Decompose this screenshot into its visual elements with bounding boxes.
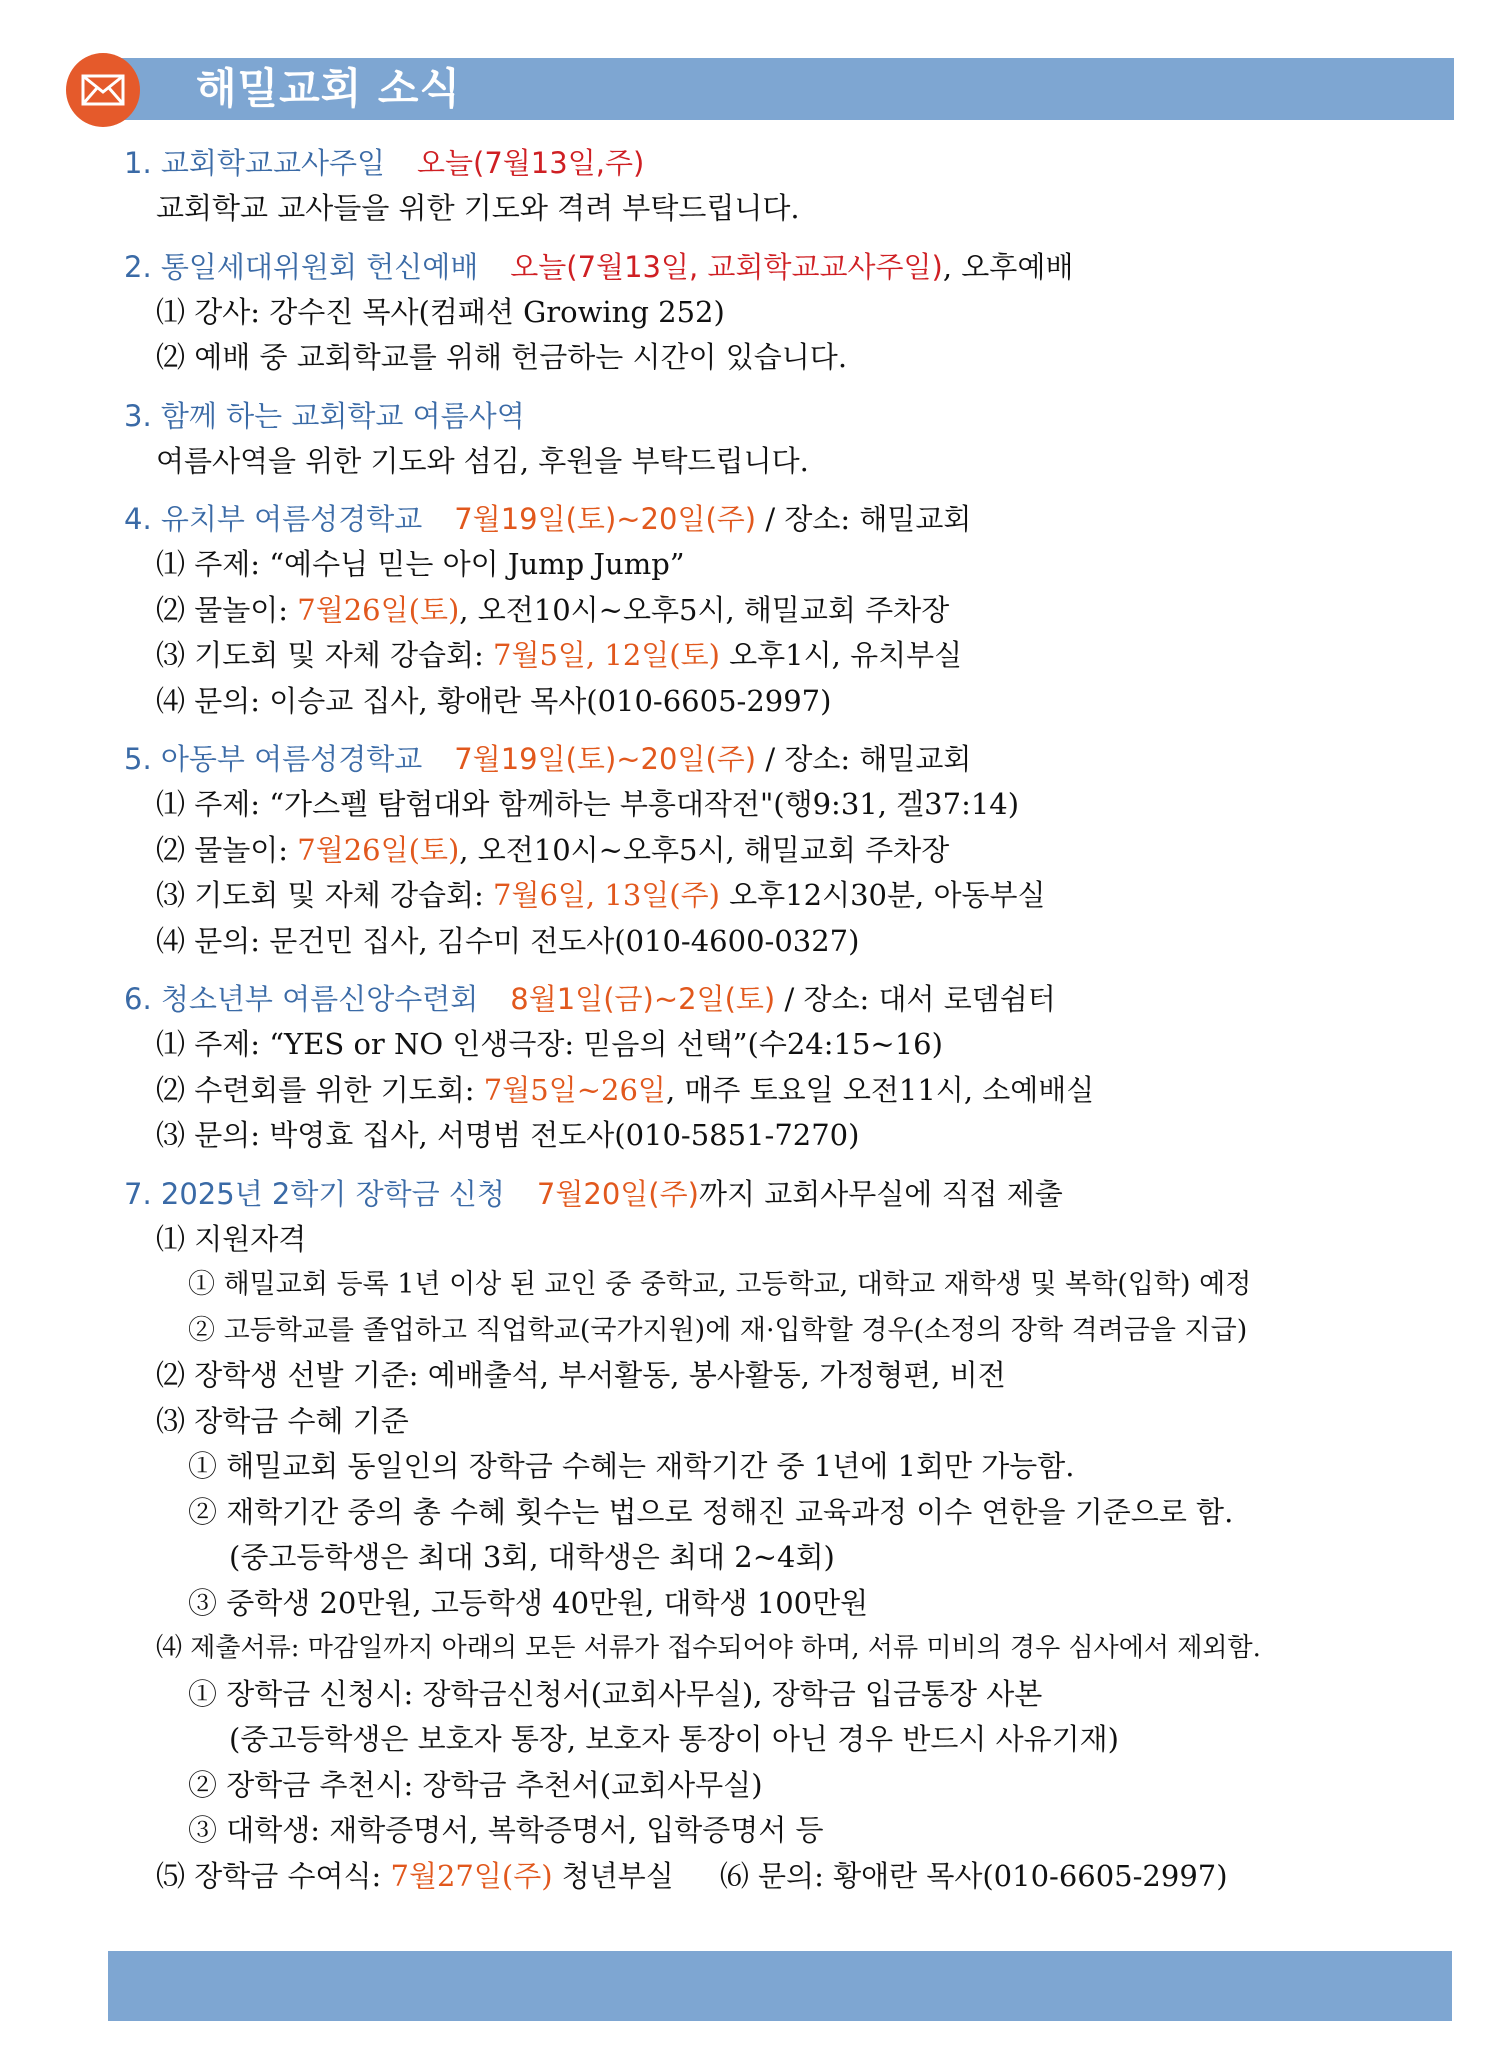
- item-line: ⑶ 기도회 및 자체 강습회: 7월6일, 13일(주) 오후12시30분, 아동부실: [156, 878, 1046, 912]
- news-item-3: [124, 393, 1444, 485]
- item-line: ① 해밀교회 등록 1년 이상 된 교인 중 중학교, 고등학교, 대학교 재학생 및 복학(입학) 예정: [188, 1269, 1252, 1300]
- item-line: ⑷ 제출서류: 마감일까지 아래의 모든 서류가 접수되어야 하며, 서류 미비의 경우 심사에서 제외함.: [156, 1633, 1261, 1663]
- item-title: 5. 아동부 여름성경학교 7월19일(토)~20일(주) / 장소: 해밀교회: [124, 742, 972, 776]
- item-line: ⑶ 장학금 수혜 기준: [156, 1403, 409, 1438]
- item-line: ⑴ 주제: “가스펠 탐험대와 함께하는 부흥대작전"(행9:31, 겔37:14): [156, 787, 1020, 821]
- news-item-6: [124, 976, 1444, 1159]
- page-title: 해밀교회 소식: [196, 64, 462, 113]
- item-date: 8월1일(금)~2일(토): [510, 982, 776, 1016]
- item-line: ⑴ 지원자격: [156, 1221, 307, 1256]
- item-line: 교회학교 교사들을 위한 기도와 격려 부탁드립니다.: [156, 191, 800, 225]
- item-line: ⑷ 문의: 문건민 집사, 김수미 전도사(010-4600-0327): [156, 923, 860, 958]
- news-item-4: [124, 496, 1444, 724]
- item-line: ⑵ 물놀이: 7월26일(토), 오전10시~오후5시, 해밀교회 주차장: [156, 832, 950, 867]
- item-line: ⑴ 주제: “YES or NO 인생극장: 믿음의 선택”(수24:15~16): [156, 1027, 943, 1061]
- news-item-5: [124, 736, 1444, 964]
- item-line: ⑶ 기도회 및 자체 강습회: 7월5일, 12일(토) 오후1시, 유치부실: [156, 638, 963, 672]
- news-item-1: [124, 140, 1444, 232]
- item-line: 여름사역을 위한 기도와 섬김, 후원을 부탁드립니다.: [156, 443, 809, 478]
- item-date: 오늘(7월13일,주): [417, 146, 645, 180]
- item-line: ⑵ 수련회를 위한 기도회: 7월5일~26일, 매주 토요일 오전11시, 소예배실: [156, 1072, 1095, 1107]
- item-line: ⑵ 장학생 선발 기준: 예배출석, 부서활동, 봉사활동, 가정형편, 비전: [156, 1358, 1006, 1392]
- item-date: 7월20일(주): [536, 1176, 699, 1211]
- item-line: ① 장학금 신청시: 장학금신청서(교회사무실), 장학금 입금통장 사본: [188, 1676, 1043, 1711]
- item-line: ⑵ 물놀이: 7월26일(토), 오전10시~오후5시, 해밀교회 주차장: [156, 592, 950, 627]
- item-line: ⑵ 예배 중 교회학교를 위해 헌금하는 시간이 있습니다.: [156, 340, 848, 374]
- item-line: ① 해밀교회 동일인의 장학금 수혜는 재학기간 중 1년에 1회만 가능함.: [188, 1449, 1075, 1483]
- item-line: (중고등학생은 보호자 통장, 보호자 통장이 아닌 경우 반드시 사유기재): [229, 1722, 1119, 1756]
- news-item-7: [124, 1171, 1444, 1900]
- item-title: 4. 유치부 여름성경학교 7월19일(토)~20일(주) / 장소: 해밀교회: [124, 502, 972, 536]
- mail-icon: [81, 74, 125, 106]
- item-title: 6. 청소년부 여름신앙수련회 8월1일(금)~2일(토) / 장소: 대서 로뎀쉼터: [124, 982, 1056, 1016]
- item-title: 3. 함께 하는 교회학교 여름사역: [124, 398, 525, 433]
- item-title: 1. 교회학교교사주일 오늘(7월13일,주): [124, 146, 645, 180]
- item-line: ② 재학기간 중의 총 수혜 횟수는 법으로 정해진 교육과정 이수 연한을 기준으로 함.: [188, 1494, 1234, 1529]
- item-line: ② 고등학교를 졸업하고 직업학교(국가지원)에 재·입학할 경우(소정의 장학 격려금을 지급): [188, 1314, 1248, 1346]
- item-line: ⑶ 문의: 박영효 집사, 서명범 전도사(010-5851-7270): [156, 1118, 860, 1152]
- item-line: ② 장학금 추천시: 장학금 추천서(교회사무실): [188, 1767, 763, 1802]
- item-line: ③ 중학생 20만원, 고등학생 40만원, 대학생 100만원: [188, 1585, 869, 1620]
- item-line: ⑷ 문의: 이승교 집사, 황애란 목사(010-6605-2997): [156, 683, 832, 718]
- item-date: 7월19일(토)~20일(주): [454, 742, 757, 776]
- footer-bar: [108, 1951, 1452, 2021]
- item-line: ③ 대학생: 재학증명서, 복학증명서, 입학증명서 등: [188, 1813, 824, 1847]
- mail-badge: [66, 53, 140, 127]
- news-list: [124, 140, 1444, 1911]
- item-title: 7. 2025년 2학기 장학금 신청 7월20일(주)까지 교회사무실에 직접 제출: [124, 1176, 1063, 1211]
- item-date: 오늘(7월13일, 교회학교교사주일): [510, 249, 943, 284]
- item-date: 7월19일(토)~20일(주): [454, 502, 757, 536]
- item-line: ⑴ 주제: “예수님 믿는 아이 Jump Jump”: [156, 547, 685, 581]
- news-item-2: [124, 244, 1444, 381]
- item-title: 2. 통일세대위원회 헌신예배 오늘(7월13일, 교회학교교사주일), 오후예배: [124, 249, 1074, 284]
- item-line: ⑴ 강사: 강수진 목사(컴패션 Growing 252): [156, 294, 725, 329]
- item-line: (중고등학생은 최대 3회, 대학생은 최대 2~4회): [229, 1540, 835, 1574]
- item-line: ⑸ 장학금 수여식: 7월27일(주) 청년부실 ⑹ 문의: 황애란 목사(010-6605-2997): [156, 1858, 1228, 1893]
